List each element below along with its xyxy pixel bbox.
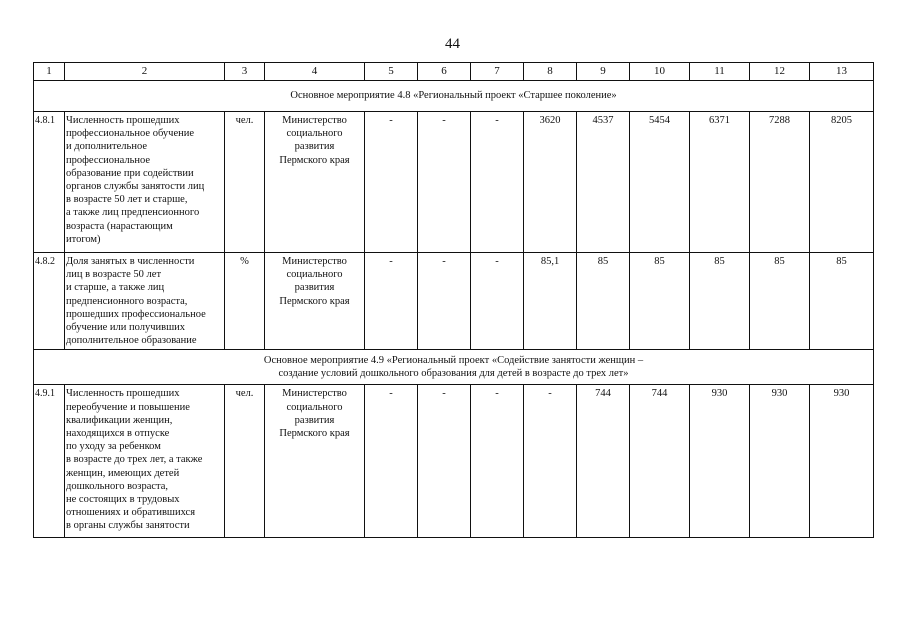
- section-row-4-8: [34, 81, 874, 112]
- unit-cell: %: [225, 253, 265, 350]
- value-cell: -: [471, 112, 524, 253]
- indicator-name: Численность прошедших переобучение и повышение квалификации женщин, находящихся в отпуске по уходу за ребенком в возрасте до трех лет, а также женщин, имеющих детей дошкольного возраста, не состоящих в трудовых отношениях и обратившихся в органы службы занятости: [65, 385, 225, 538]
- value-cell: 744: [577, 385, 630, 538]
- value-cell: 930: [690, 385, 750, 538]
- department-cell: Министерство социального развития Пермского края: [265, 253, 365, 350]
- table-row: [34, 385, 874, 538]
- section-title-line: Основное мероприятие 4.9 «Региональный проект «Содействие занятости женщин –: [263, 355, 644, 367]
- indicator-name: Численность прошедших профессиональное обучение и дополнительное профессиональное образование при содействии органов службы занятости лиц в возрасте 50 лет и старше, а также лиц предпенсионного возраста (нарастающим итогом): [65, 112, 225, 253]
- value-cell: 4537: [577, 112, 630, 253]
- value-cell: 85,1: [524, 253, 577, 350]
- value-cell: 930: [810, 385, 874, 538]
- value-cell: 6371: [690, 112, 750, 253]
- value-cell: -: [471, 385, 524, 538]
- value-cell: -: [418, 253, 471, 350]
- section-title: [34, 350, 874, 385]
- value-cell: -: [418, 385, 471, 538]
- header-cell: 5: [365, 63, 418, 81]
- table-row: [34, 112, 874, 253]
- indicators-table: [33, 62, 874, 538]
- header-cell: 6: [418, 63, 471, 81]
- value-cell: 7288: [750, 112, 810, 253]
- header-cell: 3: [225, 63, 265, 81]
- value-cell: 85: [690, 253, 750, 350]
- row-number: 4.9.1: [34, 385, 65, 538]
- unit-cell: чел.: [225, 112, 265, 253]
- value-cell: -: [365, 112, 418, 253]
- value-cell: 930: [750, 385, 810, 538]
- indicator-name: Доля занятых в численности лиц в возрасте 50 лет и старше, а также лиц предпенсионного возраста, прошедших профессиональное обучение или получивших дополнительное образование: [65, 253, 225, 350]
- header-cell: 8: [524, 63, 577, 81]
- section-row-4-9: [34, 350, 874, 385]
- value-cell: 5454: [630, 112, 690, 253]
- department-cell: Министерство социального развития Пермского края: [265, 385, 365, 538]
- header-cell: 13: [810, 63, 874, 81]
- section-title-line: создание условий дошкольного образования для детей в возрасте до трех лет»: [278, 368, 629, 380]
- header-cell: 2: [65, 63, 225, 81]
- header-cell: 9: [577, 63, 630, 81]
- value-cell: 8205: [810, 112, 874, 253]
- value-cell: 85: [750, 253, 810, 350]
- header-cell: 10: [630, 63, 690, 81]
- value-cell: 85: [630, 253, 690, 350]
- header-cell: 7: [471, 63, 524, 81]
- value-cell: 744: [630, 385, 690, 538]
- row-number: 4.8.1: [34, 112, 65, 253]
- header-cell: 4: [265, 63, 365, 81]
- unit-cell: чел.: [225, 385, 265, 538]
- value-cell: 85: [577, 253, 630, 350]
- value-cell: 3620: [524, 112, 577, 253]
- value-cell: -: [365, 385, 418, 538]
- page-number: 44: [445, 36, 460, 52]
- department-cell: Министерство социального развития Пермского края: [265, 112, 365, 253]
- value-cell: -: [524, 385, 577, 538]
- row-number: 4.8.2: [34, 253, 65, 350]
- header-cell: 12: [750, 63, 810, 81]
- value-cell: 85: [810, 253, 874, 350]
- header-cell: 11: [690, 63, 750, 81]
- table-header-row: [34, 63, 874, 81]
- section-title: Основное мероприятие 4.8 «Региональный проект «Старшее поколение»: [34, 81, 874, 112]
- value-cell: -: [418, 112, 471, 253]
- value-cell: -: [365, 253, 418, 350]
- table-row: [34, 253, 874, 350]
- header-cell: 1: [34, 63, 65, 81]
- value-cell: -: [471, 253, 524, 350]
